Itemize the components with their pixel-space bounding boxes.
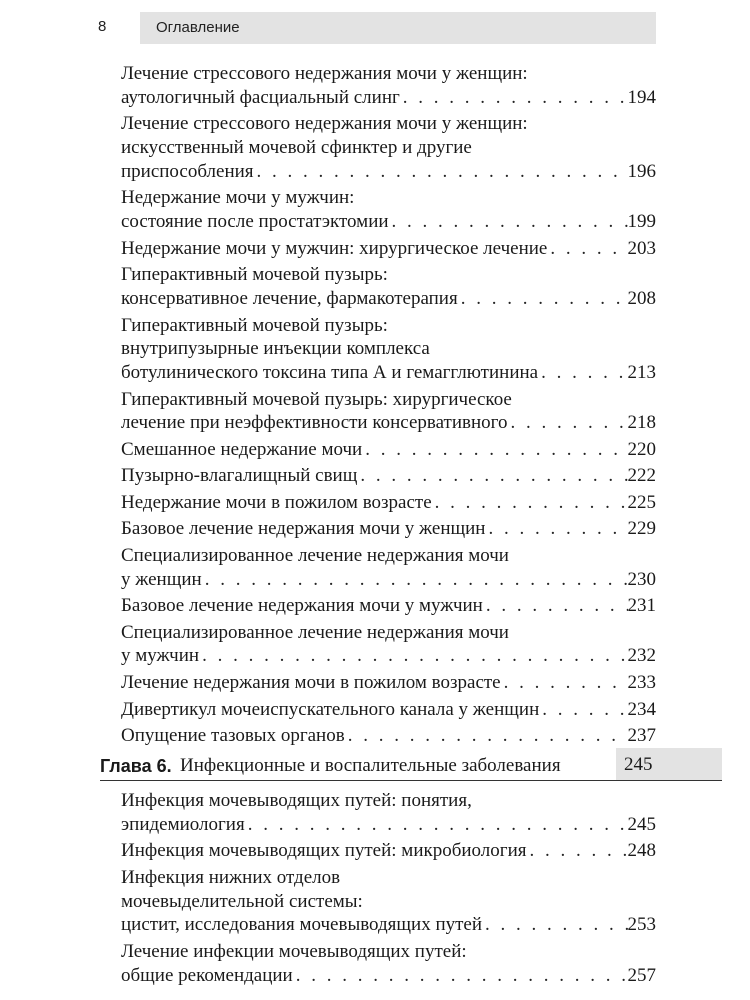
toc-entry-text: у мужчин (121, 645, 200, 667)
toc-page-number: 237 (627, 725, 656, 746)
toc-entry-text: лечение при неэффективности консервативного (121, 412, 508, 434)
toc-entry-line: Гиперактивный мочевой пузырь: (121, 264, 388, 286)
toc-entry-text: Инфекция мочевыводящих путей: микробиология (121, 840, 527, 862)
toc-entry-text: Опущение тазовых органов (121, 725, 345, 746)
dot-leader (202, 568, 628, 592)
toc-page-number: 230 (627, 568, 656, 590)
toc-entry-line: Гиперактивный мочевой пузырь: (121, 314, 388, 336)
toc-entry-line: Гиперактивный мочевой пузырь: хирургическое (121, 388, 512, 410)
toc-entry (121, 621, 656, 669)
toc-entry (121, 594, 656, 618)
dot-leader (245, 813, 628, 837)
toc-entry-line: Лечение стрессового недержания мочи у женщин: (121, 113, 528, 135)
toc-entry-line: Лечение стрессового недержания мочи у женщин: (121, 63, 528, 84)
toc-entry-final-line (121, 594, 656, 618)
toc-entry-text: Базовое лечение недержания мочи у мужчин (121, 595, 483, 617)
toc-entry-text: Смешанное недержание мочи (121, 438, 363, 460)
toc-entry-final-line (121, 210, 656, 234)
toc-entry (121, 237, 656, 261)
toc-page-number: 229 (627, 518, 656, 540)
toc-entry-final-line (121, 287, 656, 311)
section-title: Оглавление (156, 19, 240, 36)
toc-page-number: 196 (627, 160, 656, 182)
toc-entry-line: Инфекция нижних отделов (121, 866, 341, 888)
toc-page-number: 245 (627, 813, 656, 835)
toc-page-number: 232 (627, 645, 656, 667)
toc-entry-text: Пузырно-влагалищный свищ (121, 465, 358, 487)
toc-page-number: 203 (627, 237, 656, 259)
toc-entry-final-line (121, 964, 656, 988)
dot-leader (400, 86, 628, 110)
dot-leader (458, 287, 628, 311)
toc-entry (121, 491, 656, 515)
toc-entry (121, 698, 656, 722)
dot-leader (527, 839, 628, 863)
toc-entry-final-line (121, 438, 656, 462)
toc-entry (121, 438, 656, 462)
toc-entry-text: консервативное лечение, фармакотерапия (121, 287, 458, 309)
toc-entry-final-line (121, 839, 656, 863)
toc-entry-final-line (121, 411, 656, 435)
toc-entry-text: у женщин (121, 568, 202, 590)
toc-entry-text: цистит, исследования мочевыводящих путей (121, 914, 483, 936)
toc-page-number: 218 (627, 412, 656, 434)
toc-entry-final-line (121, 671, 656, 695)
dot-leader (432, 491, 628, 515)
dot-leader (547, 237, 627, 261)
dot-leader (199, 644, 627, 668)
toc-entry-text: аутологичный фасциальный слинг (121, 86, 400, 108)
toc-entry-text: приспособления (121, 160, 254, 182)
section-header-bar (140, 12, 656, 44)
toc-entry (121, 866, 656, 937)
toc-page-number: 248 (627, 840, 656, 862)
toc-entry (121, 263, 656, 311)
toc-entry-final-line (121, 724, 656, 748)
dot-leader (485, 517, 627, 541)
toc-page-number: 234 (627, 698, 656, 720)
toc-entry-text: Недержание мочи у мужчин: хирургическое лечение (121, 237, 548, 259)
toc-entry (121, 464, 656, 488)
toc-entry (121, 62, 656, 110)
toc-entry-final-line (121, 237, 656, 261)
toc-entry-text: состояние после простатэктомии (121, 211, 389, 233)
dot-leader (254, 160, 628, 184)
toc-page-number: 222 (627, 465, 656, 487)
toc-page-number: 257 (627, 964, 656, 986)
dot-leader (538, 361, 627, 385)
toc-entry-line: мочевыделительной системы: (121, 890, 363, 912)
toc-entry-line: Специализированное лечение недержания мочи (121, 544, 509, 566)
toc-page-number: 194 (627, 86, 656, 108)
toc-entry (121, 388, 656, 436)
dot-leader (501, 671, 628, 695)
toc-entry (121, 724, 656, 748)
toc-entry-final-line (121, 517, 656, 541)
toc-entry (121, 671, 656, 695)
toc-entry-text: Дивертикул мочеиспускательного канала у женщин (121, 698, 540, 720)
toc-entry (121, 839, 656, 863)
toc-entry-line: Недержание мочи у мужчин: (121, 187, 355, 209)
toc-page-number: 220 (627, 438, 656, 460)
toc-page-number: 199 (627, 211, 656, 233)
toc-page-number: 253 (627, 914, 656, 936)
toc-page-number: 231 (627, 595, 656, 617)
toc-entry-final-line (121, 813, 656, 837)
chapter-page-box (616, 748, 722, 780)
toc-entry-line: Специализированное лечение недержания мочи (121, 621, 509, 643)
toc-entry (121, 789, 656, 837)
toc-entry-final-line (121, 491, 656, 515)
dot-leader (482, 913, 627, 937)
toc-entry-text: эпидемиология (121, 813, 245, 835)
dot-leader (389, 210, 628, 234)
toc-page-number: 233 (627, 672, 656, 693)
toc-entry-line: внутрипузырные инъекции комплекса (121, 338, 430, 360)
toc-entry (121, 314, 656, 385)
dot-leader (483, 594, 628, 618)
dot-leader (345, 724, 628, 748)
toc-entry (121, 544, 656, 592)
toc-page-number: 213 (627, 362, 656, 384)
toc-entry-line: искусственный мочевой сфинктер и другие (121, 137, 472, 159)
dot-leader (357, 464, 627, 488)
toc-entry-text: ботулинического токсина типа А и гемагглютинина (121, 362, 539, 384)
toc-entry-text: Базовое лечение недержания мочи у женщин (121, 518, 486, 540)
toc-entry (121, 112, 656, 183)
toc-page-number: 208 (627, 287, 656, 309)
toc-entry-line: Инфекция мочевыводящих путей: понятия, (121, 790, 472, 811)
toc-entry-line: Лечение инфекции мочевыводящих путей: (121, 940, 467, 962)
toc-entry-final-line (121, 86, 656, 110)
toc-entry (121, 940, 656, 988)
dot-leader (293, 964, 628, 988)
running-head (0, 12, 750, 46)
chapter-label: Глава 6. (100, 756, 172, 776)
page-number: 8 (98, 18, 107, 35)
toc-entry-text: общие рекомендации (121, 964, 293, 986)
toc-entry-final-line (121, 464, 656, 488)
toc-entry-final-line (121, 913, 656, 937)
chapter-title: Инфекционные и воспалительные заболевания (180, 755, 561, 776)
chapter-page-number: 245 (624, 754, 653, 775)
dot-leader (507, 411, 627, 435)
toc-page-number: 225 (627, 491, 656, 513)
toc-entry (121, 517, 656, 541)
dot-leader (362, 438, 627, 462)
toc-entry-text: Лечение недержания мочи в пожилом возрасте (121, 672, 501, 693)
toc-entry-final-line (121, 160, 656, 184)
toc-entry-text: Недержание мочи в пожилом возрасте (121, 491, 432, 513)
toc-entry (121, 186, 656, 234)
toc-entry-final-line (121, 698, 656, 722)
toc-entry-final-line (121, 568, 656, 592)
toc-entry-final-line (121, 361, 656, 385)
chapter-heading (100, 754, 722, 781)
dot-leader (539, 698, 627, 722)
toc-entry-final-line (121, 644, 656, 668)
